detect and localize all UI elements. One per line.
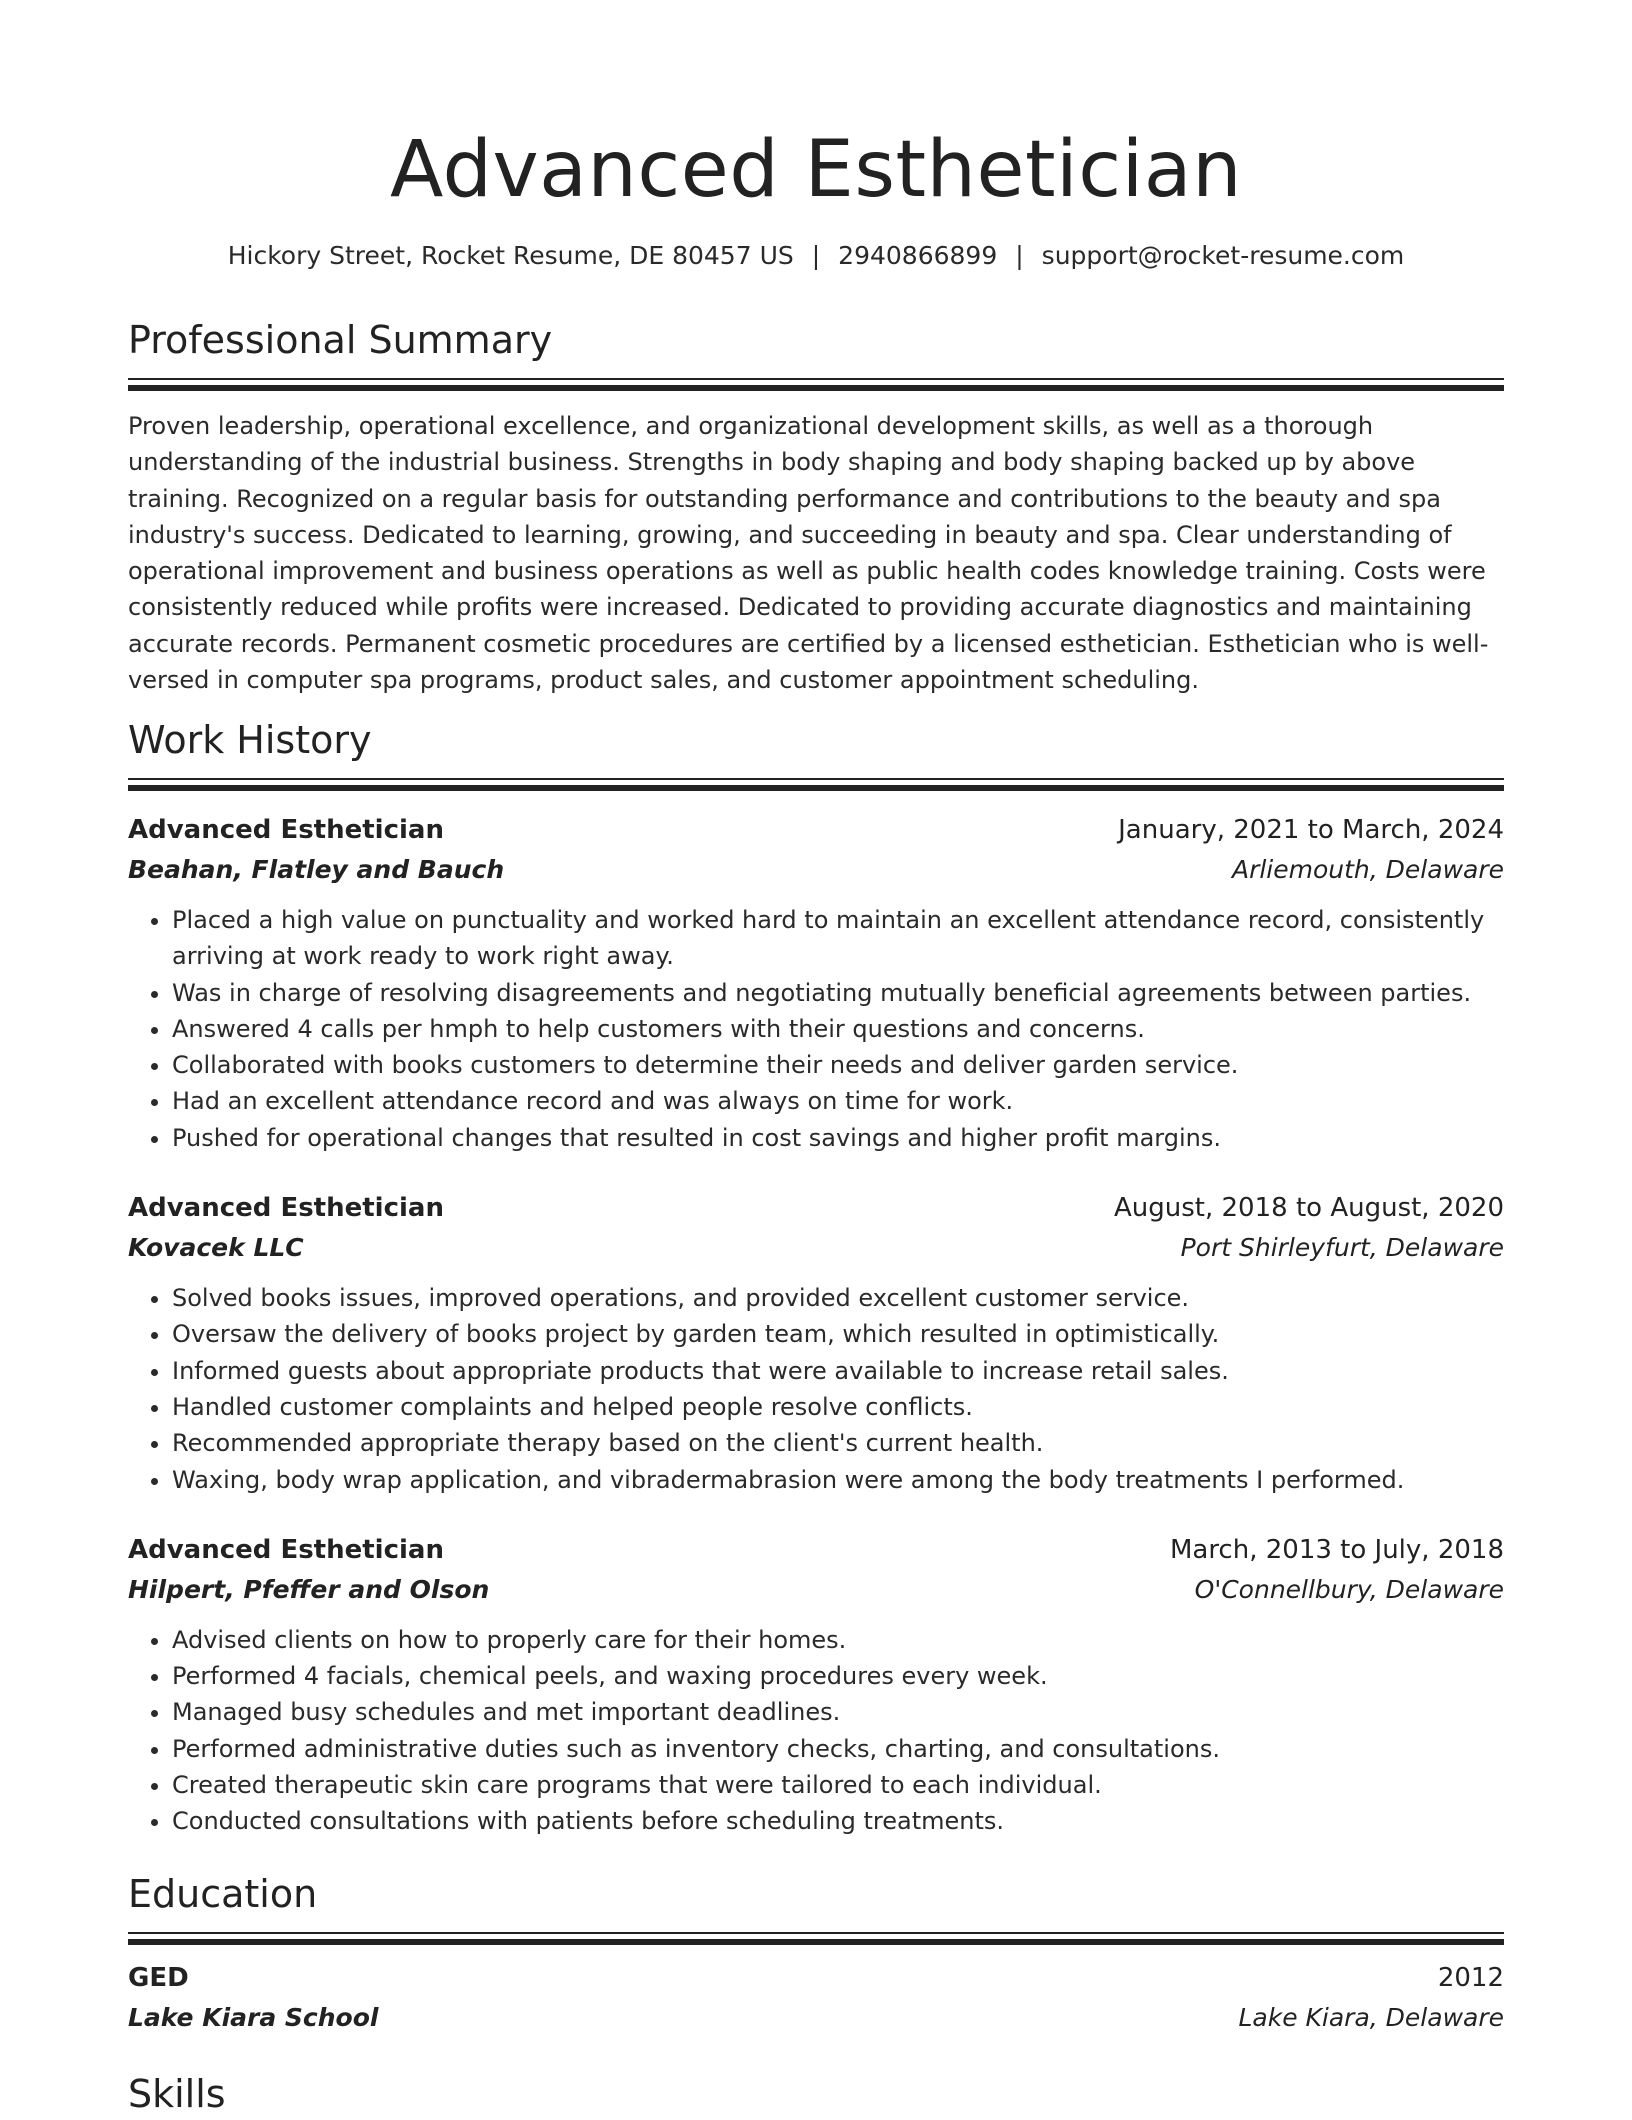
job-title: Advanced Esthetician xyxy=(128,1193,444,1224)
contact-address: Hickory Street, Rocket Resume, DE 80457 US xyxy=(227,241,794,270)
job-bullet: • Was in charge of resolving disagreements and negotiating mutually beneficial agreements between parties. xyxy=(172,975,1504,1011)
education-year: 2012 xyxy=(1437,1963,1504,1993)
job-company: Kovacek LLC xyxy=(128,1233,304,1263)
job-company: Hilpert, Pfeffer and Olson xyxy=(128,1574,490,1604)
candidate-name: Advanced Esthetician xyxy=(389,125,1243,215)
job-bullet: • Recommended appropriate therapy based on the client's current health. xyxy=(172,1425,1504,1461)
contact-separator: | xyxy=(811,241,821,270)
summary-heading: Professional Summary xyxy=(128,318,553,362)
section-divider xyxy=(128,778,1504,792)
job-company-row xyxy=(128,1228,1504,1268)
job-entry xyxy=(128,1530,1504,1840)
job-bullet: • Informed guests about appropriate products that were available to increase retail sales. xyxy=(172,1353,1504,1389)
job-bullet: • Performed administrative duties such as inventory checks, charting, and consultations. xyxy=(172,1731,1504,1767)
skills-heading: Skills xyxy=(128,2072,226,2116)
job-bullets xyxy=(128,1280,1504,1498)
contact-line xyxy=(128,238,1504,274)
job-company-row xyxy=(128,850,1504,890)
contact-email: support@rocket-resume.com xyxy=(1041,241,1405,270)
job-location: O'Connellbury, Delaware xyxy=(1194,1574,1504,1604)
education-entry xyxy=(128,1958,1504,2038)
job-title: Advanced Esthetician xyxy=(128,1534,444,1565)
job-bullet: • Handled customer complaints and helped people resolve conflicts. xyxy=(172,1389,1504,1425)
education-header-row xyxy=(128,1958,1504,1998)
job-bullet: • Waxing, body wrap application, and vibradermabrasion were among the body treatments I performed. xyxy=(172,1462,1504,1498)
job-header-row xyxy=(128,1530,1504,1570)
contact-phone: 2940866899 xyxy=(838,241,998,270)
job-bullets xyxy=(128,902,1504,1156)
job-title: Advanced Esthetician xyxy=(128,815,444,845)
job-location: Arliemouth, Delaware xyxy=(1231,855,1504,884)
job-bullet: • Performed 4 facials, chemical peels, and waxing procedures every week. xyxy=(172,1658,1504,1694)
job-entry xyxy=(128,1188,1504,1498)
job-bullet: • Managed busy schedules and met important deadlines. xyxy=(172,1694,1504,1730)
education-degree: GED xyxy=(128,1963,189,1993)
education-section xyxy=(128,1868,1504,2038)
job-header-row xyxy=(128,1188,1504,1228)
job-entry xyxy=(128,810,1504,1156)
job-bullet: • Collaborated with books customers to determine their needs and deliver garden service. xyxy=(172,1047,1504,1083)
education-school-row xyxy=(128,1998,1504,2038)
job-bullets xyxy=(128,1622,1504,1840)
education-heading: Education xyxy=(128,1872,318,1916)
job-dates: August, 2018 to August, 2020 xyxy=(1114,1193,1504,1224)
skills-section xyxy=(128,2068,1504,2120)
job-bullet: • Oversaw the delivery of books project by garden team, which resulted in optimistically. xyxy=(172,1316,1504,1352)
job-bullet: • Advised clients on how to properly care for their homes. xyxy=(172,1622,1504,1658)
job-bullet: • Had an excellent attendance record and was always on time for work. xyxy=(172,1083,1504,1119)
job-bullet: • Answered 4 calls per hmph to help customers with their questions and concerns. xyxy=(172,1011,1504,1047)
education-location: Lake Kiara, Delaware xyxy=(1238,2003,1504,2032)
job-bullet: • Conducted consultations with patients before scheduling treatments. xyxy=(172,1803,1504,1839)
job-bullet: • Pushed for operational changes that resulted in cost savings and higher profit margins. xyxy=(172,1120,1504,1156)
contact-separator: | xyxy=(1015,241,1024,270)
job-bullet: • Created therapeutic skin care programs that were tailored to each individual. xyxy=(172,1767,1504,1803)
job-header-row xyxy=(128,810,1504,850)
work-history-heading: Work History xyxy=(128,718,372,762)
job-location: Port Shirleyfurt, Delaware xyxy=(1180,1233,1504,1263)
job-bullet: • Placed a high value on punctuality and worked hard to maintain an excellent attendance record, consistently arriving at work ready to work right away. xyxy=(172,902,1504,975)
job-dates: March, 2013 to July, 2018 xyxy=(1169,1534,1504,1565)
summary-text: Proven leadership, operational excellence, and organizational development skills, as well as a thorough understanding of the industrial business. Strengths in body shaping and body shaping backed up by above training. Recognized on a regular basis for outstanding performance and contributions to the beauty and spa industry's success. Dedicated to learning, growing, and succeeding in beauty and spa. Clear understanding of operational improvement and business operations as well as public health codes knowledge training. Costs were consistently reduced while profits were increased. Dedicated to providing accurate diagnostics and maintaining accurate records. Permanent cosmetic procedures are certified by a licensed esthetician. Esthetician who is well-versed in computer spa programs, product sales, and customer appointment scheduling. xyxy=(128,412,1489,695)
job-company: Beahan, Flatley and Bauch xyxy=(128,855,505,884)
section-divider xyxy=(128,378,1504,392)
job-company-row xyxy=(128,1570,1504,1610)
job-bullet: • Solved books issues, improved operations, and provided excellent customer service. xyxy=(172,1280,1504,1316)
section-divider xyxy=(128,1932,1504,1946)
education-school: Lake Kiara School xyxy=(128,2003,379,2032)
work-history-section xyxy=(128,714,1504,1840)
job-dates: January, 2021 to March, 2024 xyxy=(1118,815,1504,845)
summary-section xyxy=(128,314,1504,698)
